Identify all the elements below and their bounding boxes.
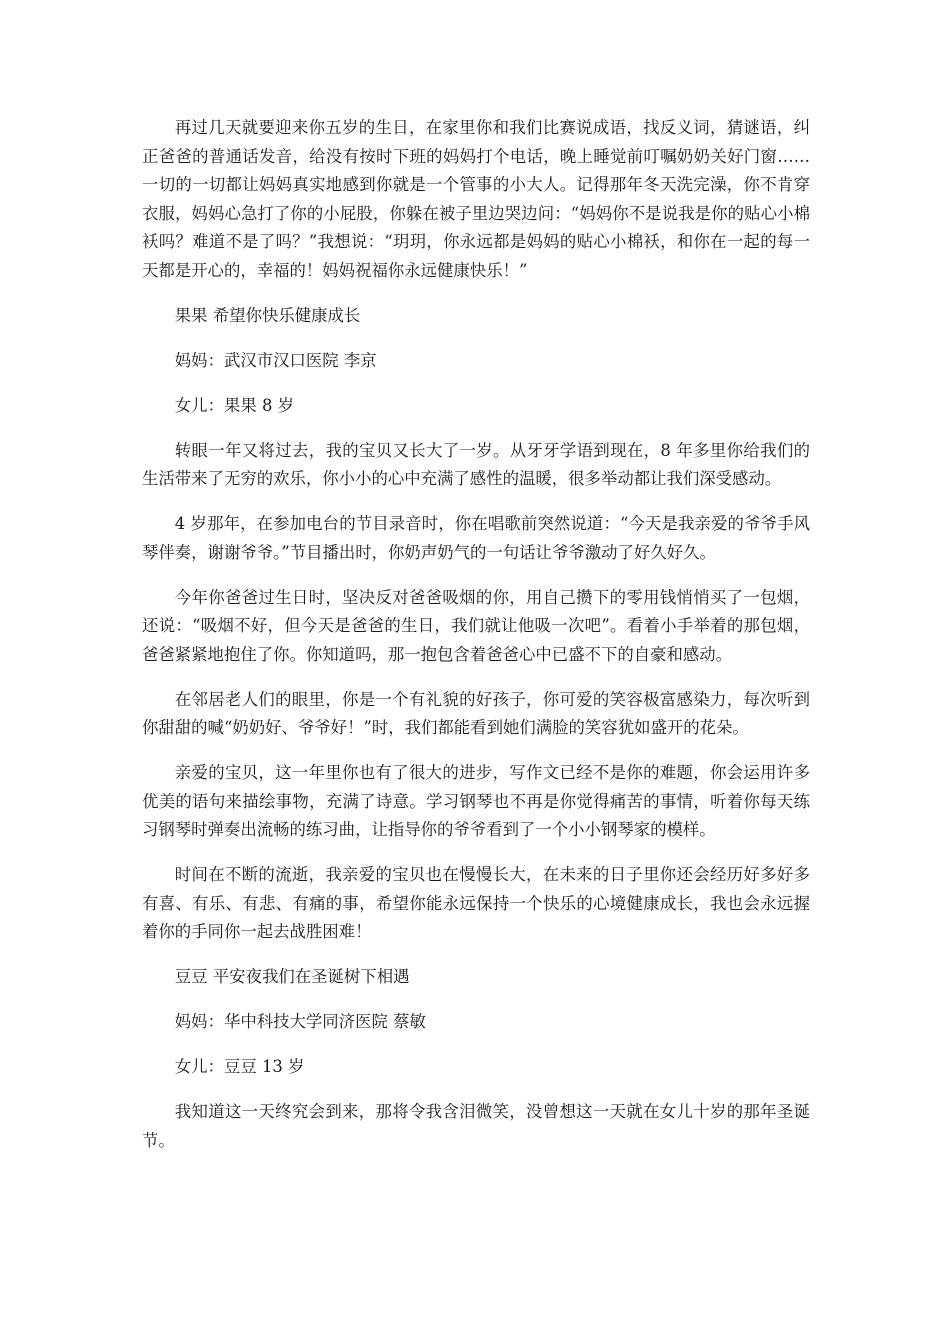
- paragraph-birthday-story: 再过几天就要迎来你五岁的生日，在家里你和我们比赛说成语，找反义词，猜谜语，纠正爸爸的普通话发音，给没有按时下班的妈妈打个电话，晚上睡觉前叮嘱奶奶关好门窗……一切的一切都让妈妈真实地感到你就是一个管事的小大人。记得那年冬天洗完澡，你不肯穿衣服，妈妈心急打了你的小屁股，你躲在被子里边哭边问：“妈妈你不是说我是你的贴心小棉袄吗？难道不是了吗？”我想说：“玥玥，你永远都是妈妈的贴心小棉袄，和你在一起的每一天都是开心的，幸福的！妈妈祝福你永远健康快乐！”: [142, 118, 810, 280]
- author-line-daughter: 女儿：果果 8 岁: [174, 395, 294, 415]
- document-body: [142, 114, 810, 1172]
- paragraph: 今年你爸爸过生日时，坚决反对爸爸吸烟的你，用自己攒下的零用钱悄悄买了一包烟，还说：“吸烟不好，但今天是爸爸的生日，我们就让他吸一次吧”。看着小手举着的那包烟，爸爸紧紧地抱住了你。你知道吗，那一抱包含着爸爸心中已盛不下的自豪和感动。: [142, 587, 810, 664]
- paragraph: 我知道这一天终究会到来，那将令我含泪微笑，没曾想这一天就在女儿十岁的那年圣诞节。: [142, 1102, 810, 1150]
- paragraph: 转眼一年又将过去，我的宝贝又长大了一岁。从牙牙学语到现在，8 年多里你给我们的生活带来了无穷的欢乐，你小小的心中充满了感性的温暖，很多举动都让我们深受感动。: [142, 440, 810, 488]
- paragraph: 亲爱的宝贝，这一年里你也有了很大的进步，写作文已经不是你的难题，你会运用许多优美的语句来描绘事物，充满了诗意。学习钢琴也不再是你觉得痛苦的事情，听着你每天练习钢琴时弹奏出流畅的练习曲，让指导你的爷爷看到了一个小小钢琴家的模样。: [142, 763, 810, 839]
- paragraph: 时间在不断的流逝，我亲爱的宝贝也在慢慢长大，在未来的日子里你还会经历好多好多有喜、有乐、有悲、有痛的事，希望你能永远保持一个快乐的心境健康成长，我也会永远握着你的手同你一起去战胜困难！: [142, 865, 810, 941]
- author-line-daughter: 女儿：豆豆 13 岁: [174, 1057, 305, 1076]
- paragraph: 4 岁那年，在参加电台的节目录音时，你在唱歌前突然说道：“今天是我亲爱的爷爷手风琴伴奏，谢谢爷爷。”节目播出时，你奶声奶气的一句话让爷爷激动了好久好久。: [142, 514, 810, 562]
- author-line-mother: 妈妈：武汉市汉口医院 李京: [174, 350, 377, 370]
- section-title-doudou: 豆豆 平安夜我们在圣诞树下相遇: [174, 967, 410, 986]
- section-title-guoguo: 果果 希望你快乐健康成长: [174, 305, 361, 325]
- paragraph: 在邻居老人们的眼里，你是一个有礼貌的好孩子，你可爱的笑容极富感染力，每次听到你甜甜的喊“奶奶好、爷爷好！”时，我们都能看到她们满脸的笑容犹如盛开的花朵。: [142, 689, 810, 737]
- author-line-mother: 妈妈：华中科技大学同济医院 蔡敏: [174, 1012, 426, 1031]
